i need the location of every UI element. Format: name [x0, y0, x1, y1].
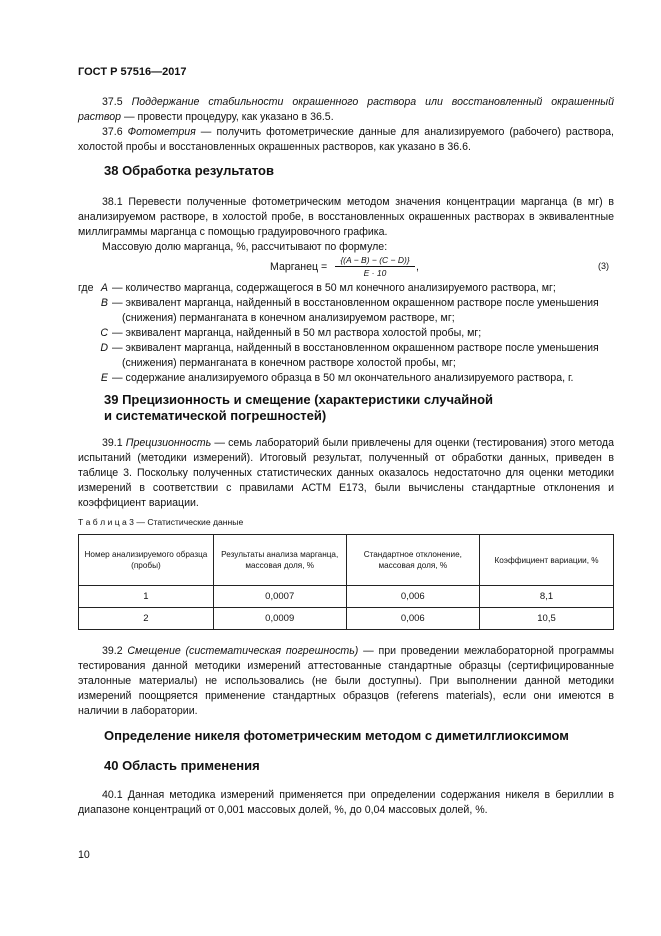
paragraph-39-2	[78, 644, 614, 719]
table-cell: 2	[79, 608, 214, 630]
definition-symbol: C	[100, 327, 108, 339]
definition-symbol: E	[100, 372, 108, 384]
table-cell: 0,0009	[213, 608, 346, 630]
table-header-cell: Стандартное отклонение, массовая доля, %	[346, 535, 479, 586]
page-number: 10	[78, 849, 90, 861]
formula-tail: ,	[416, 261, 419, 273]
nickel-method-heading: Определение никеля фотометрическим методом с диметилглиоксимом	[104, 728, 569, 743]
clause-text: — провести процедуру, как указано в 36.5.	[121, 111, 334, 123]
section-39-heading-line-2: и систематической погрешностей)	[104, 408, 327, 423]
definition-text: — эквивалент марганца, найденный в восстановленном окрашенном растворе после уменьшения	[112, 297, 599, 309]
table-cell: 8,1	[480, 586, 614, 608]
formula-fraction	[335, 255, 415, 278]
definition-text: (снижения) перманганата в конечном растворе холостой пробы, мг;	[122, 357, 456, 369]
definition-text: — эквивалент марганца, найденный в восстановленном окрашенном растворе после уменьшения	[112, 342, 599, 354]
section-39-heading-line-1: 39 Прецизионность и смещение (характеристики случайной	[104, 392, 493, 407]
paragraph-37-5	[78, 95, 614, 125]
paragraph-37-6	[78, 125, 614, 155]
clause-number: 37.6	[102, 126, 123, 138]
table-cell: 0,0007	[213, 586, 346, 608]
table-header-row	[79, 535, 614, 586]
mass-fraction-intro: Массовую долю марганца, %, рассчитывают по формуле:	[102, 241, 388, 253]
table-row	[79, 586, 614, 608]
clause-number: 39.2	[102, 645, 123, 657]
clause-text: — при проведении межлабораторной программы тестирования данной методики измерений аттестованные стандартные образцы (сертифицированные эталонные материалы) не использовались (не были доступны). При выполнении данной методики измерений поощряется применение стандартных образцов (referens materials), если они имеются в наличии в лаборатории.	[78, 645, 615, 717]
clause-title: Смещение (систематическая погрешность)	[127, 645, 359, 657]
clause-text: — получить фотометрические данные для анализируемого (рабочего) раствора, холостой пробы и восстановленных окрашенных растворов, как указано в 36.6.	[78, 126, 614, 153]
table-header-cell: Коэффициент вариации, %	[480, 535, 614, 586]
paragraph-40-1: 40.1 Данная методика измерений применяется при определении содержания никеля в бериллии в диапазоне концентраций от 0,001 массовых долей, %, до 0,04 массовых долей, %.	[78, 789, 614, 816]
paragraph-38-1: 38.1 Перевести полученные фотометрическим методом значения концентрации марганца (в мг) в анализируемом растворе, в холостой пробе, в восстановленных окрашенных растворах в эквивалентные миллиграммы марганца с помощью градуировочного графика.	[78, 196, 614, 238]
section-40-heading: 40 Область применения	[104, 758, 260, 773]
table-cell: 1	[79, 586, 214, 608]
definition-symbol: D	[100, 342, 108, 354]
table-header-cell: Номер анализируемого образца (пробы)	[79, 535, 214, 586]
definition-symbol: A	[100, 282, 108, 294]
formula-lhs: Марганец =	[270, 261, 328, 273]
formula-denominator: E · 10	[363, 268, 387, 278]
table-row	[79, 608, 614, 630]
document-header: ГОСТ Р 57516—2017	[78, 66, 187, 78]
clause-number: 39.1	[102, 437, 123, 449]
table-cell: 0,006	[346, 608, 479, 630]
definition-prefix: где	[78, 282, 94, 294]
fraction-bar	[335, 266, 415, 267]
table-cell: 0,006	[346, 586, 479, 608]
definition-text: — эквивалент марганца, найденный в 50 мл раствора холостой пробы, мг;	[112, 327, 482, 339]
definition-text: — количество марганца, содержащегося в 50 мл конечного анализируемого раствора, мг;	[112, 282, 556, 294]
table-cell: 10,5	[480, 608, 614, 630]
statistics-table	[78, 534, 614, 630]
formula-number: (3)	[598, 261, 609, 271]
formula-numerator: {(A − B) − (C − D)}	[340, 255, 410, 265]
definition-text: (снижения) перманганата в конечном анализируемом растворе, мг;	[122, 312, 455, 324]
table-caption: Т а б л и ц а 3 — Статистические данные	[78, 517, 244, 527]
clause-number: 37.5	[102, 96, 123, 108]
clause-title: Прецизионность	[125, 437, 212, 449]
paragraph-39-1	[78, 436, 614, 511]
definition-symbol: B	[100, 297, 108, 309]
formula-3	[0, 255, 661, 279]
clause-text: — семь лабораторий были привлечены для оценки (тестирования) этого метода испытаний (методики измерений). Итоговый результат, полученный от обработки данных, приведен в таблице 3. Поскольку полученных статистических данных оказалось недостаточно для оценки методики измерений в соответствии с правилами АСТМ Е173, были вычислены стандартные отклонения и коэффициент вариации.	[78, 437, 614, 509]
table-header-cell: Результаты анализа марганца, массовая доля, %	[213, 535, 346, 586]
definition-text: — содержание анализируемого образца в 50 мл окончательного анализируемого раствора, г.	[112, 372, 574, 384]
clause-title: Поддержание стабильности окрашенного раствора или восстановленный окрашенный раствор	[78, 96, 614, 123]
clause-title: Фотометрия	[127, 126, 196, 138]
section-38-heading: 38 Обработка результатов	[104, 163, 274, 178]
